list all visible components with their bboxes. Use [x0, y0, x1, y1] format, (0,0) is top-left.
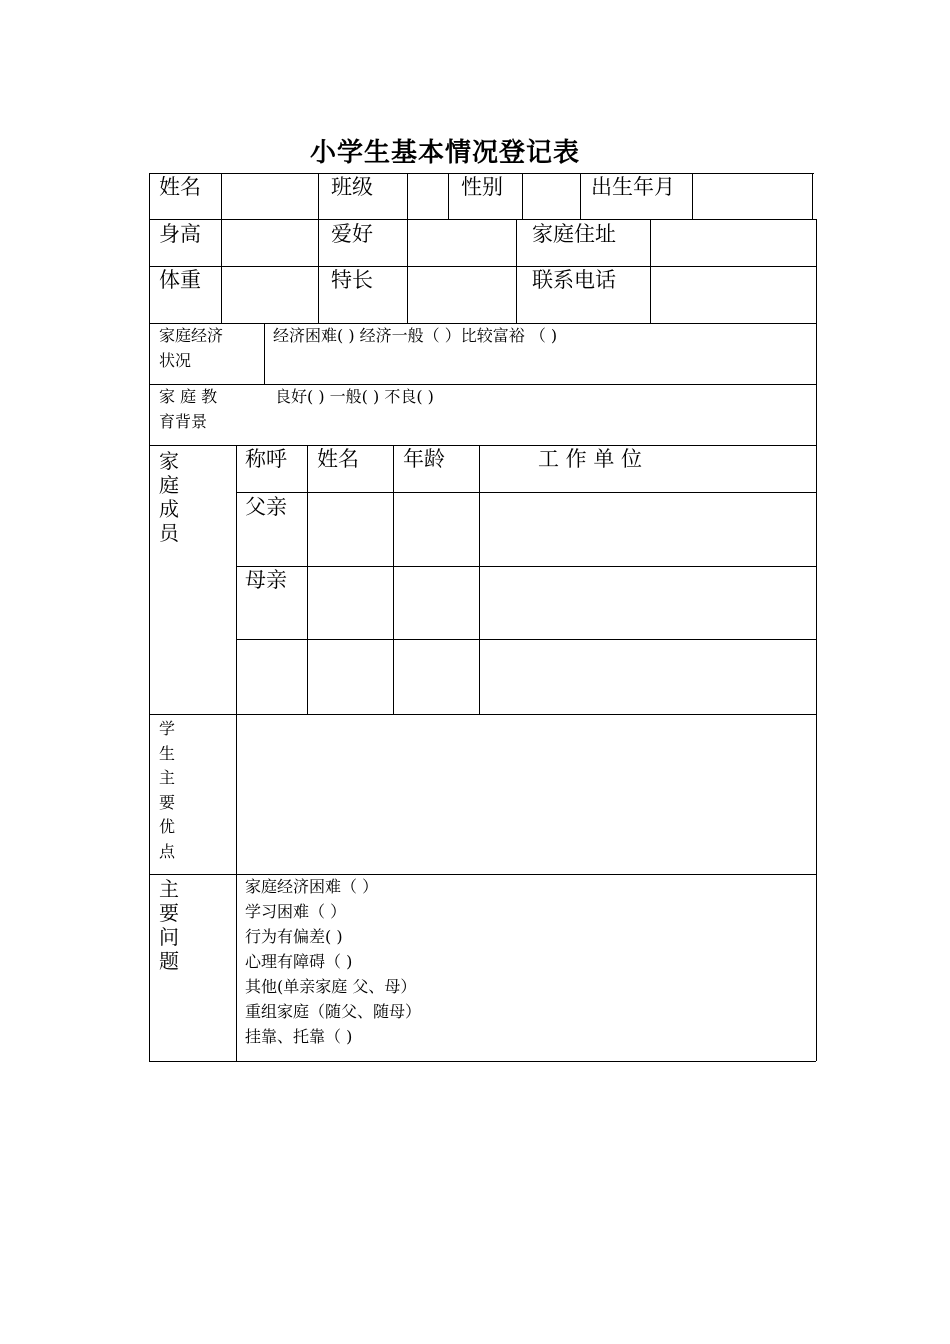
height-field[interactable] [222, 220, 318, 266]
father-info-fields[interactable] [308, 493, 816, 566]
member-name-header: 姓名 [317, 447, 359, 471]
name-label: 姓名 [159, 175, 201, 199]
column-divider [812, 173, 813, 219]
relation-father: 父亲 [245, 495, 287, 519]
relation-mother: 母亲 [245, 568, 287, 592]
hobby-label: 爱好 [331, 222, 373, 246]
phone-label: 联系电话 [532, 268, 616, 292]
education-label: 家 庭 教 [159, 387, 218, 406]
height-label: 身高 [159, 222, 201, 246]
birth-date-label: 出生年月 [591, 175, 675, 199]
talent-field[interactable] [408, 267, 516, 323]
row-divider [149, 1061, 816, 1062]
hobby-field[interactable] [408, 220, 516, 266]
strengths-field[interactable] [237, 715, 816, 874]
table-border-left [149, 173, 150, 1061]
relation-header: 称呼 [245, 447, 287, 471]
economy-label: 家庭经济 [159, 326, 224, 345]
row-divider [149, 384, 816, 385]
page-title: 小学生基本情况登记表 [309, 138, 580, 168]
address-label: 家庭住址 [532, 222, 616, 246]
economy-options[interactable]: 经济困难( ) 经济一般（ ）比较富裕 （ ) [273, 326, 558, 345]
gender-field[interactable] [523, 174, 580, 219]
weight-label: 体重 [159, 268, 201, 292]
mother-info-fields[interactable] [308, 567, 816, 639]
problem-item[interactable]: 行为有偏差( ) [245, 927, 343, 946]
row-divider [149, 323, 816, 324]
column-divider [580, 173, 581, 219]
problem-item[interactable]: 重组家庭（随父、随母） [245, 1002, 422, 1021]
problem-item[interactable]: 挂靠、托靠（ ) [245, 1027, 353, 1046]
education-label-cont: 育背景 [159, 412, 208, 431]
phone-field[interactable] [651, 267, 816, 323]
table-border-right [816, 219, 817, 1061]
talent-label: 特长 [331, 268, 373, 292]
problem-item[interactable]: 心理有障碍（ ) [245, 952, 353, 971]
workplace-header: 工 作 单 位 [538, 447, 643, 471]
name-field[interactable] [222, 174, 318, 219]
education-options[interactable]: 良好( ) 一般( ) 不良( ) [275, 387, 434, 406]
weight-field[interactable] [222, 267, 318, 323]
birth-date-field[interactable] [693, 174, 812, 219]
column-divider [516, 219, 517, 323]
other-member-fields[interactable] [237, 640, 816, 714]
row-divider [149, 874, 816, 875]
class-label: 班级 [331, 175, 373, 199]
problems-label: 主要问题 [159, 877, 179, 973]
row-divider [149, 445, 816, 446]
column-divider [264, 323, 265, 384]
column-divider [318, 173, 319, 323]
column-divider [448, 173, 449, 219]
age-header: 年龄 [403, 447, 445, 471]
gender-label: 性别 [461, 175, 503, 199]
strengths-label: 学生主要优点 [159, 719, 176, 861]
problem-item[interactable]: 其他(单亲家庭 父、母） [245, 977, 417, 996]
problem-item[interactable]: 家庭经济困难（ ） [245, 877, 379, 896]
problem-item[interactable]: 学习困难（ ） [245, 902, 347, 921]
economy-label-cont: 状况 [159, 351, 192, 370]
family-members-label: 家庭成员 [159, 449, 179, 545]
address-field[interactable] [651, 220, 816, 266]
class-field[interactable] [408, 174, 448, 219]
